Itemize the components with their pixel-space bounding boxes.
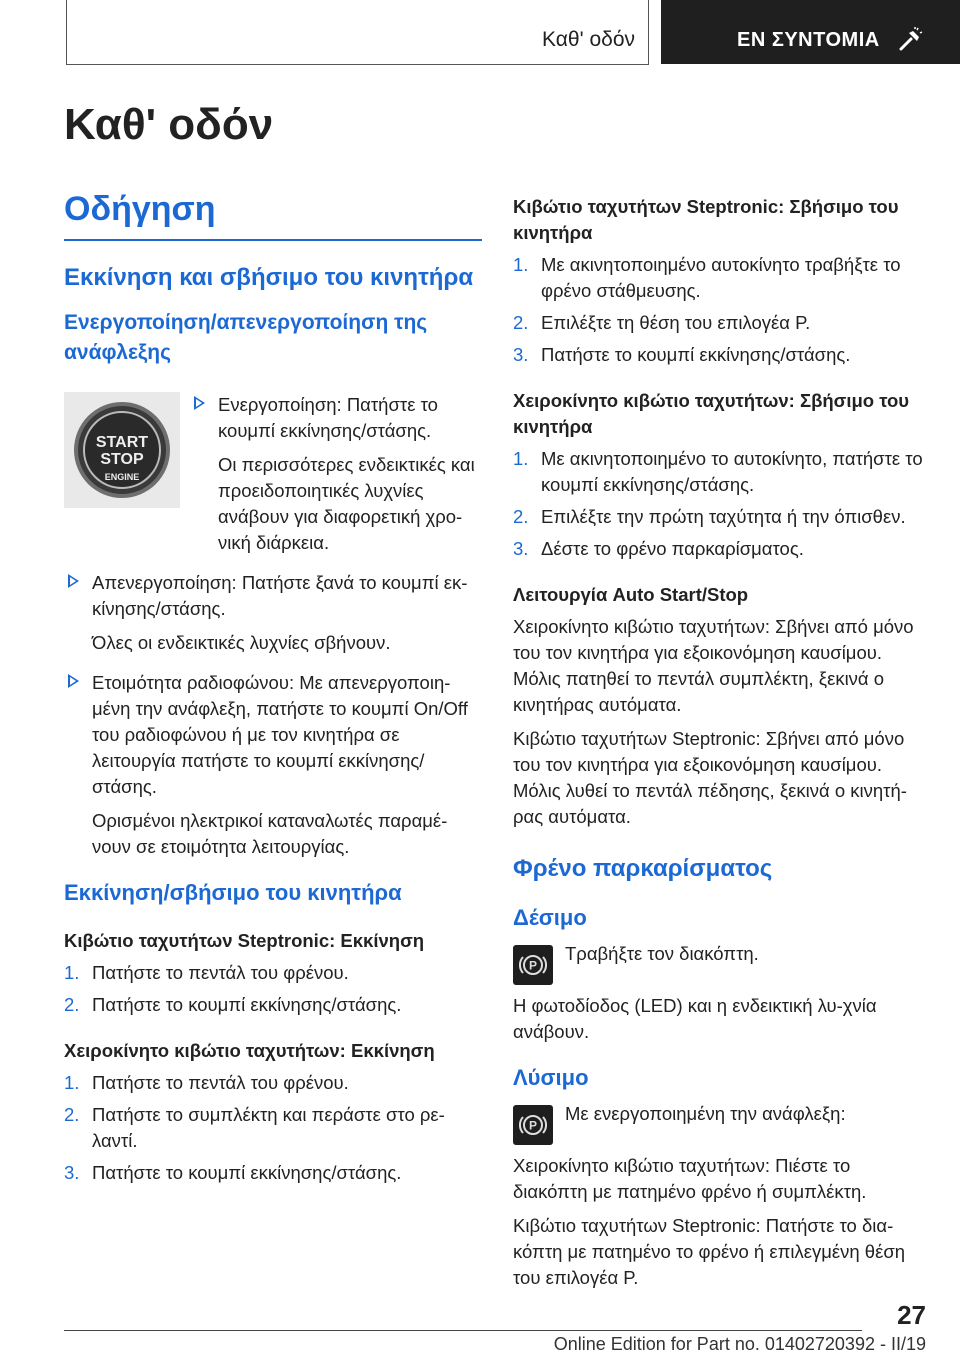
parking-brake-set-block [513,941,925,985]
manual-start-title: Χειροκίνητο κιβώτιο ταχυτήτων: Εκκίνηση [64,1040,435,1061]
manual-start-steps [64,1070,482,1186]
parking-brake-set-led-text: Η φωτοδίοδος (LED) και η ενδεικτική λυ-χνία ανάβουν. [513,995,877,1042]
parking-brake-release-steptronic: Κιβώτιο ταχυτήτων Steptronic: Πατήστε το δια-κόπτη με πατημένο το φρένο ή επιλεγμένη θέση του επιλογέα P. [513,1215,906,1288]
step-item: 3. Πατήστε το κουμπί εκκίνησης/στάσης. [64,1162,402,1183]
parking-brake-release-block [513,1101,925,1145]
header-chapter-tab [661,0,960,64]
header-section-title: Καθ' οδόν [542,28,635,51]
footer-divider [64,1330,862,1331]
header-chapter-title: ΕΝ ΣΥΝΤΟΜΙΑ [737,29,880,51]
right-column [513,194,925,1291]
parking-brake-release-manual: Χειροκίνητο κιβώτιο ταχυτήτων: Πιέστε το διακόπτη με πατημένο φρένο ή συμπλέκτη. [513,1155,867,1202]
steptronic-stop-steps [513,252,925,368]
list-item [64,570,482,656]
edition-footer: Online Edition for Part no. 01402720392 - II/19 [553,1334,926,1354]
wrench-spark-icon [897,27,923,53]
parking-brake-heading: Φρένο παρκαρίσματος [513,855,773,882]
start-stop-button-image [64,392,180,508]
stop-label: STOP [100,451,144,468]
page-title: Καθ' οδόν [64,100,274,149]
step-item: 2. Επιλέξτε τη θέση του επιλογέα P. [513,312,811,333]
list-item-note: Οι περισσότερες ενδεικτικές και προειδοποιητικές λυχνίες ανάβουν για διαφορετική χρο-νική διάρκεια. [218,454,475,553]
topic-heading-start-stop: Εκκίνηση/σβήσιμο του κινητήρα [64,880,402,905]
bullet-triangle-icon [68,674,79,688]
step-item: 3. Δέστε το φρένο παρκαρίσματος. [513,538,804,559]
parking-brake-release-condition: Με ενεργοποιημένη την ανάφλεξη: [565,1103,846,1124]
steptronic-start-title: Κιβώτιο ταχυτήτων Steptronic: Εκκίνηση [64,930,425,951]
list-item-note: Ορισμένοι ηλεκτρικοί καταναλωτές παραμέ-νουν σε ετοιμότητα λειτουργίας. [92,810,448,857]
parking-brake-set-heading: Δέσιμο [513,905,587,930]
parking-brake-icon [513,945,553,985]
start-stop-engine-icon [64,392,180,508]
page-number: 27 [897,1300,926,1330]
manual-stop-title: Χειροκίνητο κιβώτιο ταχυτήτων: Σβήσιμο του κινητήρα [513,390,910,437]
start-label: START [95,434,149,451]
header-section-tab [66,0,649,65]
list-item-text: Απενεργοποίηση: Πατήστε ξανά το κουμπί εκ-κίνησης/στάσης. [92,572,468,619]
parking-brake-icon [513,1105,553,1145]
section-heading-driving: Οδήγηση [64,190,482,241]
step-item: 2. Πατήστε το συμπλέκτη και περάστε στο ρε-λαντί. [64,1104,445,1151]
svg-text:P: P [528,1118,538,1133]
step-item: 1. Με ακινητοποιημένο το αυτοκίνητο, πατήστε το κουμπί εκκίνησης/στάσης. [513,448,923,495]
step-item: 2. Επιλέξτε την πρώτη ταχύτητα ή την όπισθεν. [513,506,906,527]
list-item [64,670,482,860]
step-item: 3. Πατήστε το κουμπί εκκίνησης/στάσης. [513,344,851,365]
manual-stop-steps [513,446,925,562]
engine-label: ENGINE [104,472,140,482]
parking-brake-set-text: Τραβήξτε τον διακόπτη. [565,943,759,964]
step-item: 1. Πατήστε το πεντάλ του φρένου. [64,962,349,983]
steptronic-stop-title: Κιβώτιο ταχυτήτων Steptronic: Σβήσιμο του κινητήρα [513,196,899,243]
autostart-steptronic-text: Κιβώτιο ταχυτήτων Steptronic: Σβήνει από μόνο του τον κινητήρα για εξοικονόμηση καυσίμου. Μόλις λυθεί το πεντάλ πέδησης, ξεκινά ο κινητή-ρας αυτόματα. [513,728,907,827]
bullet-triangle-icon [194,396,205,410]
steptronic-start-steps [64,960,482,1018]
autostart-title: Λειτουργία Auto Start/Stop [513,584,749,605]
svg-text:P: P [528,958,538,973]
list-item-text: Ενεργοποίηση: Πατήστε το κουμπί εκκίνησης/στάσης. [218,394,438,441]
parking-brake-release-heading: Λύσιμο [513,1065,589,1090]
ignition-block [64,392,482,556]
list-item [190,392,482,556]
topic-heading-ignition: Ενεργοποίηση/απενεργοποίηση της ανάφλεξης [64,311,428,364]
step-item: 1. Με ακινητοποιημένο αυτοκίνητο τραβήξτε το φρένο στάθμευσης. [513,254,901,301]
list-item-text: Ετοιμότητα ραδιοφώνου: Με απενεργοποιη-μένη την ανάφλεξη, πατήστε το κουμπί On/Off του ραδιοφώνου ή με τον κινητήρα σε λειτουργία πατήστε το κουμπί εκκίνησης/στάσης. [92,672,468,797]
left-column [64,186,482,1186]
step-item: 1. Πατήστε το πεντάλ του φρένου. [64,1072,349,1093]
subsection-heading-engine: Εκκίνηση και σβήσιμο του κινητήρα [64,264,474,291]
step-item: 2. Πατήστε το κουμπί εκκίνησης/στάσης. [64,994,402,1015]
list-item-note: Όλες οι ενδεικτικές λυχνίες σβήνουν. [92,632,391,653]
bullet-triangle-icon [68,574,79,588]
autostart-manual-text: Χειροκίνητο κιβώτιο ταχυτήτων: Σβήνει από μόνο του τον κινητήρα για εξοικονόμηση καυσίμου. Μόλις πατηθεί το πεντάλ συμπλέκτη, ξεκινά ο κινητήρας αυτόματα. [513,616,914,715]
